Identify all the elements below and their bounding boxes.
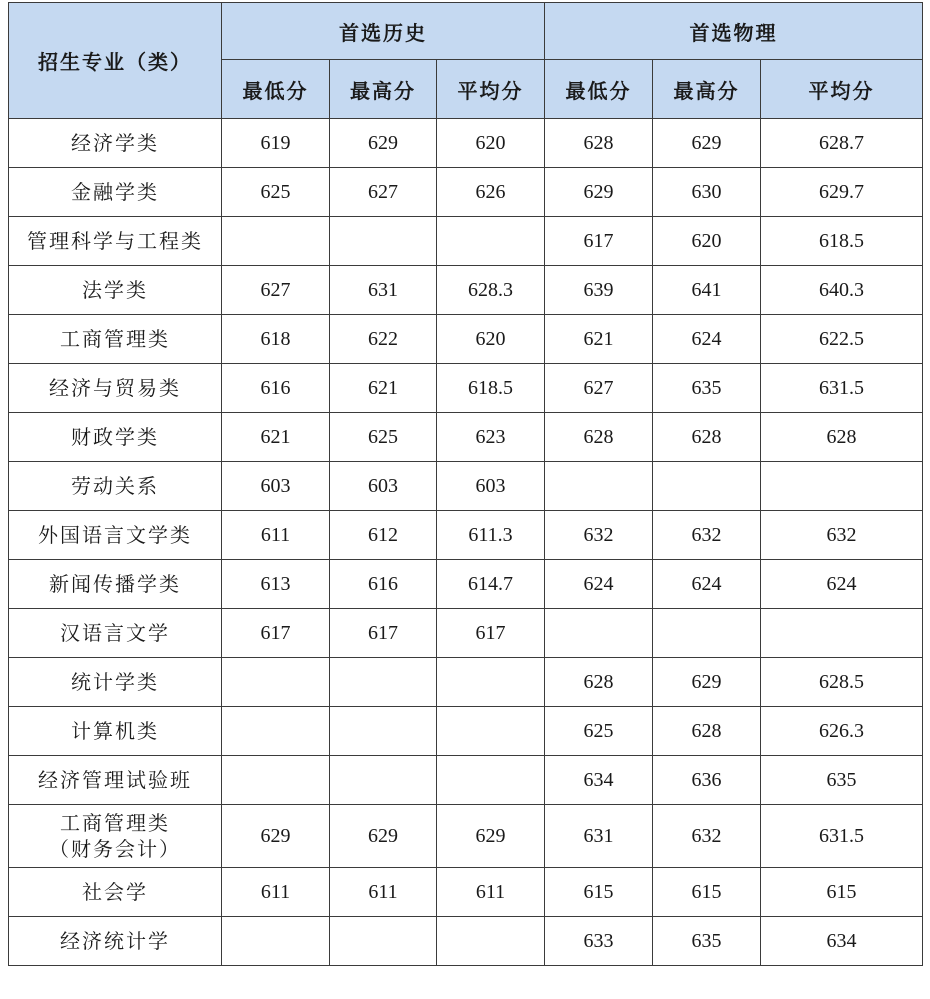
table-row	[9, 707, 923, 756]
score-cell: 620	[437, 315, 545, 364]
score-cell: 634	[545, 756, 653, 805]
score-cell: 617	[545, 217, 653, 266]
score-cell: 616	[330, 560, 437, 609]
major-name: 金融学类	[71, 180, 159, 204]
score-cell: 612	[330, 511, 437, 560]
score-cell	[653, 609, 761, 658]
major-name-cell	[9, 364, 222, 413]
score-cell	[653, 462, 761, 511]
table-row	[9, 609, 923, 658]
score-cell: 634	[761, 917, 923, 966]
score-cell	[222, 707, 330, 756]
major-name: 经济统计学	[60, 929, 170, 953]
major-name-sub: （财务会计）	[49, 837, 181, 861]
score-cell: 620	[437, 119, 545, 168]
score-cell	[761, 462, 923, 511]
major-name-cell	[9, 609, 222, 658]
score-cell: 629.7	[761, 168, 923, 217]
table-row	[9, 315, 923, 364]
table-body	[9, 119, 923, 966]
score-cell: 632	[545, 511, 653, 560]
score-cell	[437, 756, 545, 805]
score-cell: 621	[222, 413, 330, 462]
score-cell: 615	[653, 868, 761, 917]
table-row	[9, 168, 923, 217]
table-header	[9, 3, 923, 119]
table-row	[9, 413, 923, 462]
score-cell: 603	[330, 462, 437, 511]
score-cell: 618	[222, 315, 330, 364]
score-cell: 624	[653, 315, 761, 364]
score-cell: 622.5	[761, 315, 923, 364]
score-cell: 635	[653, 917, 761, 966]
major-name-cell	[9, 119, 222, 168]
major-name: 工商管理类	[60, 327, 170, 351]
major-name: 劳动关系	[71, 474, 159, 498]
score-cell: 631	[545, 805, 653, 868]
score-cell	[330, 658, 437, 707]
score-cell: 627	[222, 266, 330, 315]
score-cell: 626.3	[761, 707, 923, 756]
major-name: 计算机类	[71, 719, 159, 743]
score-cell: 633	[545, 917, 653, 966]
score-cell: 628.3	[437, 266, 545, 315]
score-cell: 635	[653, 364, 761, 413]
major-name: 汉语言文学	[60, 621, 170, 645]
major-name: 法学类	[82, 278, 148, 302]
column-header: 最高分	[330, 60, 437, 119]
score-cell: 641	[653, 266, 761, 315]
table-row	[9, 217, 923, 266]
score-cell: 621	[545, 315, 653, 364]
score-cell: 629	[330, 119, 437, 168]
major-name-cell	[9, 805, 222, 868]
score-cell: 629	[222, 805, 330, 868]
score-cell: 624	[761, 560, 923, 609]
column-header: 平均分	[437, 60, 545, 119]
score-cell	[222, 917, 330, 966]
major-name: 工商管理类	[60, 811, 170, 835]
score-cell	[330, 756, 437, 805]
score-cell: 611	[222, 868, 330, 917]
score-cell: 628	[545, 119, 653, 168]
score-cell: 611	[437, 868, 545, 917]
major-name: 统计学类	[71, 670, 159, 694]
score-cell: 639	[545, 266, 653, 315]
major-name-cell	[9, 868, 222, 917]
major-name: 管理科学与工程类	[27, 229, 203, 253]
admission-score-table	[8, 2, 923, 966]
score-cell	[761, 609, 923, 658]
score-cell: 624	[545, 560, 653, 609]
major-name: 社会学	[82, 880, 148, 904]
table-row	[9, 868, 923, 917]
score-cell: 636	[653, 756, 761, 805]
score-cell: 615	[761, 868, 923, 917]
major-name-cell	[9, 658, 222, 707]
major-name-cell	[9, 756, 222, 805]
major-name: 经济管理试验班	[38, 768, 192, 792]
score-cell: 611	[330, 868, 437, 917]
score-cell: 631.5	[761, 805, 923, 868]
score-cell: 629	[545, 168, 653, 217]
score-cell: 620	[653, 217, 761, 266]
score-cell: 603	[222, 462, 330, 511]
score-cell: 628	[545, 413, 653, 462]
score-cell: 628	[545, 658, 653, 707]
major-name: 财政学类	[71, 425, 159, 449]
score-cell: 617	[222, 609, 330, 658]
score-cell	[222, 756, 330, 805]
score-cell: 625	[330, 413, 437, 462]
table-row	[9, 658, 923, 707]
score-cell: 626	[437, 168, 545, 217]
major-name: 新闻传播学类	[49, 572, 181, 596]
score-cell: 631.5	[761, 364, 923, 413]
score-cell	[437, 917, 545, 966]
score-cell: 629	[437, 805, 545, 868]
score-cell: 622	[330, 315, 437, 364]
history-group-header: 首选历史	[222, 3, 545, 60]
score-cell: 629	[653, 658, 761, 707]
table-row	[9, 560, 923, 609]
major-name-cell	[9, 413, 222, 462]
physics-group-header: 首选物理	[545, 3, 923, 60]
score-cell: 611	[222, 511, 330, 560]
score-cell: 632	[653, 805, 761, 868]
score-cell: 625	[545, 707, 653, 756]
major-name: 经济与贸易类	[49, 376, 181, 400]
score-cell: 614.7	[437, 560, 545, 609]
major-header: 招生专业（类）	[9, 3, 222, 119]
score-cell: 627	[545, 364, 653, 413]
column-header: 最高分	[653, 60, 761, 119]
score-cell: 628	[653, 707, 761, 756]
score-cell	[437, 217, 545, 266]
major-name-cell	[9, 168, 222, 217]
score-cell: 613	[222, 560, 330, 609]
score-cell: 616	[222, 364, 330, 413]
score-cell	[330, 917, 437, 966]
score-cell: 623	[437, 413, 545, 462]
score-cell: 628.7	[761, 119, 923, 168]
table-row	[9, 266, 923, 315]
score-cell: 628.5	[761, 658, 923, 707]
score-cell: 629	[330, 805, 437, 868]
score-cell	[437, 707, 545, 756]
major-name-cell	[9, 560, 222, 609]
table-row	[9, 756, 923, 805]
table-row	[9, 119, 923, 168]
score-cell: 619	[222, 119, 330, 168]
score-cell	[330, 707, 437, 756]
major-name-cell	[9, 462, 222, 511]
score-cell: 627	[330, 168, 437, 217]
major-name-cell	[9, 917, 222, 966]
score-cell: 630	[653, 168, 761, 217]
major-name-cell	[9, 315, 222, 364]
score-cell: 640.3	[761, 266, 923, 315]
score-cell	[222, 658, 330, 707]
table-row	[9, 462, 923, 511]
score-cell	[222, 217, 330, 266]
score-cell: 618.5	[437, 364, 545, 413]
table-row	[9, 917, 923, 966]
score-cell: 628	[653, 413, 761, 462]
score-cell	[437, 658, 545, 707]
score-cell	[330, 217, 437, 266]
score-cell: 632	[653, 511, 761, 560]
score-cell: 632	[761, 511, 923, 560]
table-row	[9, 805, 923, 868]
score-cell: 618.5	[761, 217, 923, 266]
score-cell: 635	[761, 756, 923, 805]
major-name: 经济学类	[71, 131, 159, 155]
score-cell	[545, 462, 653, 511]
score-cell	[545, 609, 653, 658]
score-cell: 611.3	[437, 511, 545, 560]
major-name-cell	[9, 266, 222, 315]
score-cell: 629	[653, 119, 761, 168]
score-cell: 603	[437, 462, 545, 511]
major-name-cell	[9, 217, 222, 266]
score-cell: 625	[222, 168, 330, 217]
score-cell: 621	[330, 364, 437, 413]
major-name-cell	[9, 707, 222, 756]
table-row	[9, 364, 923, 413]
score-cell: 617	[330, 609, 437, 658]
column-header: 最低分	[222, 60, 330, 119]
column-header: 平均分	[761, 60, 923, 119]
score-cell: 628	[761, 413, 923, 462]
score-cell: 617	[437, 609, 545, 658]
table-row	[9, 511, 923, 560]
column-header: 最低分	[545, 60, 653, 119]
major-name: 外国语言文学类	[38, 523, 192, 547]
score-cell: 631	[330, 266, 437, 315]
major-name-cell	[9, 511, 222, 560]
score-cell: 615	[545, 868, 653, 917]
score-cell: 624	[653, 560, 761, 609]
